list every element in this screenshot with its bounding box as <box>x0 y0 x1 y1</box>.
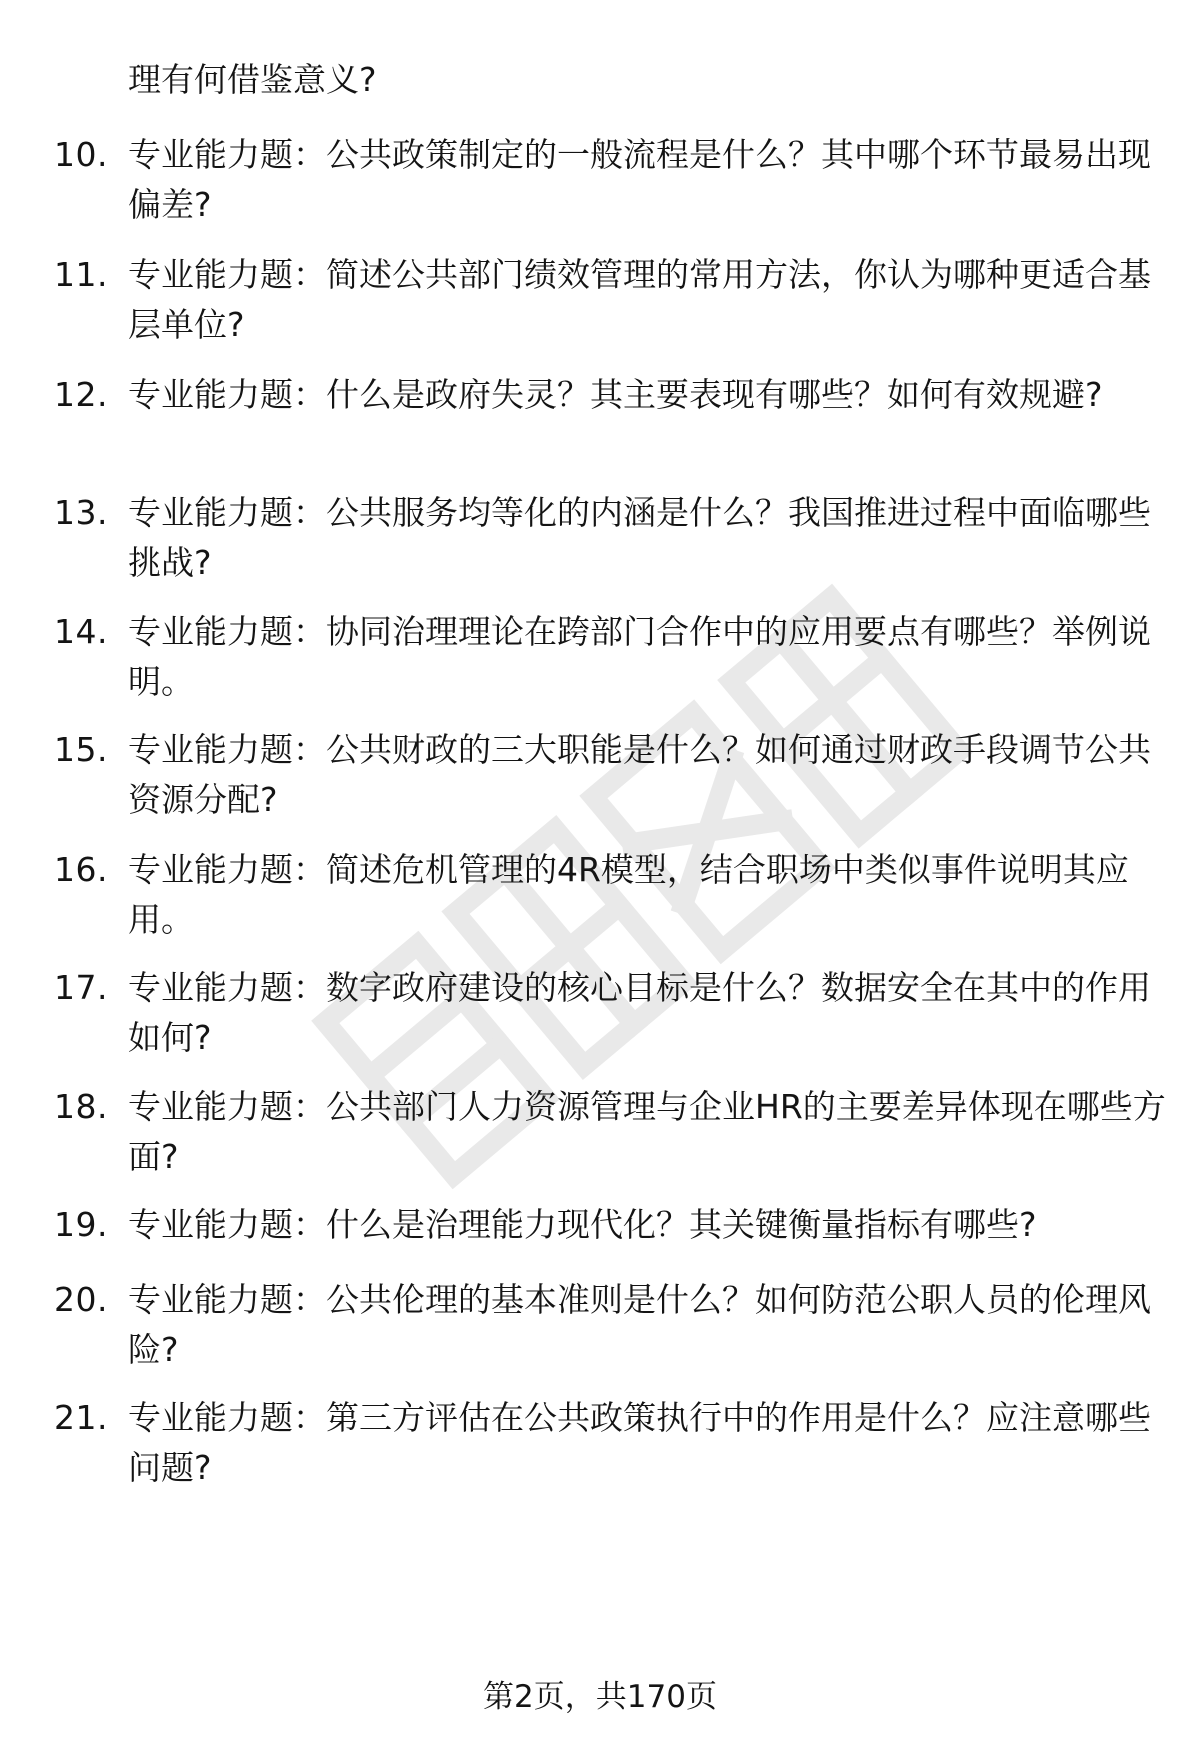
previous-question-continuation: 理有何借鉴意义? <box>128 60 377 99</box>
question-number: 10. <box>54 135 108 174</box>
question-text: 专业能力题：什么是治理能力现代化？其关键衡量指标有哪些? <box>128 1205 1037 1244</box>
question-item <box>0 845 1200 955</box>
question-number: 14. <box>54 612 108 651</box>
question-number: 12. <box>54 375 108 414</box>
question-text: 专业能力题：公共财政的三大职能是什么？如何通过财政手段调节公共资源分配? <box>128 730 1151 819</box>
question-text: 专业能力题：数字政府建设的核心目标是什么？数据安全在其中的作用如何? <box>128 968 1151 1057</box>
question-item <box>0 963 1200 1073</box>
question-number: 16. <box>54 850 108 889</box>
question-item <box>0 607 1200 717</box>
question-text: 专业能力题：公共伦理的基本准则是什么？如何防范公职人员的伦理风险? <box>128 1280 1151 1369</box>
question-item <box>0 725 1200 835</box>
question-text: 专业能力题：公共服务均等化的内涵是什么？我国推进过程中面临哪些挑战? <box>128 493 1151 582</box>
question-text: 专业能力题：什么是政府失灵？其主要表现有哪些？如何有效规避? <box>128 375 1103 414</box>
question-number: 20. <box>54 1280 108 1319</box>
question-item <box>0 1275 1200 1385</box>
question-text: 专业能力题：简述危机管理的4R模型，结合职场中类似事件说明其应用。 <box>128 850 1129 939</box>
question-text: 专业能力题：第三方评估在公共政策执行中的作用是什么？应注意哪些问题? <box>128 1398 1151 1487</box>
question-item <box>0 488 1200 598</box>
question-text: 专业能力题：简述公共部门绩效管理的常用方法，你认为哪种更适合基层单位? <box>128 255 1151 344</box>
page-number-footer: 第2页，共170页 <box>483 1679 717 1715</box>
question-number: 21. <box>54 1398 108 1437</box>
question-text: 专业能力题：公共政策制定的一般流程是什么？其中哪个环节最易出现偏差? <box>128 135 1151 224</box>
question-number: 11. <box>54 255 108 294</box>
question-item <box>0 1082 1200 1192</box>
question-item <box>0 250 1200 360</box>
question-number: 19. <box>54 1205 108 1244</box>
question-item <box>0 370 1200 480</box>
question-number: 18. <box>54 1087 108 1126</box>
question-number: 15. <box>54 730 108 769</box>
question-number: 13. <box>54 493 108 532</box>
question-number: 17. <box>54 968 108 1007</box>
question-item <box>0 130 1200 240</box>
question-item <box>0 1393 1200 1503</box>
question-text: 专业能力题：公共部门人力资源管理与企业HR的主要差异体现在哪些方面? <box>128 1087 1166 1176</box>
question-text: 专业能力题：协同治理理论在跨部门合作中的应用要点有哪些？举例说明。 <box>128 612 1151 701</box>
